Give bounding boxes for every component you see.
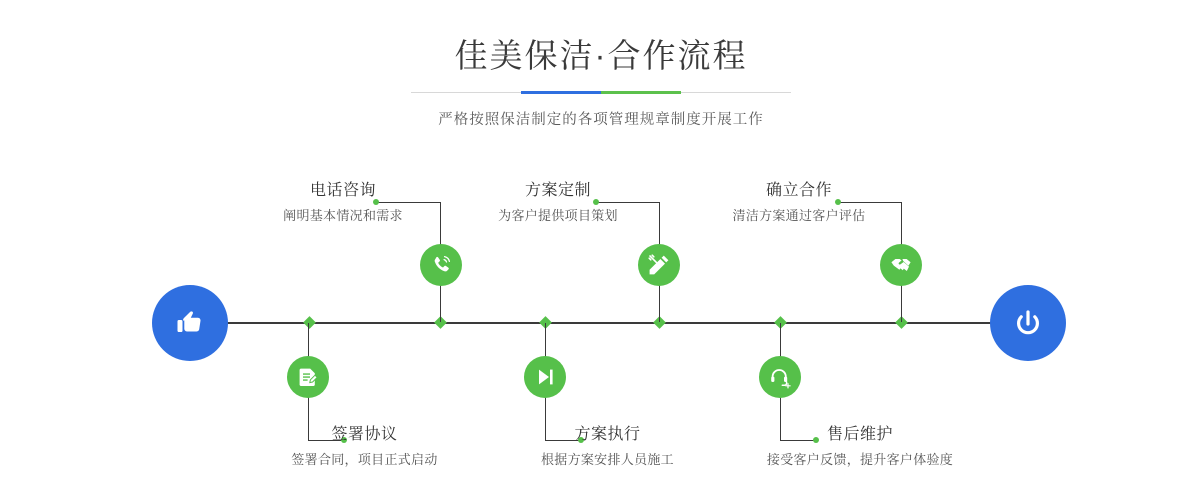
- step-title: 电话咨询: [309, 182, 376, 199]
- page-subtitle: 严格按照保洁制定的各项管理规章制度开展工作: [438, 112, 764, 128]
- step-title: 签署协议: [331, 426, 398, 443]
- step-node-2: [287, 356, 329, 398]
- axis-marker: [303, 316, 316, 329]
- step-label-4: [500, 424, 715, 470]
- document-edit-icon: [296, 365, 320, 389]
- phone-call-icon: [429, 253, 453, 277]
- headset-support-icon: [768, 365, 792, 389]
- timeline-start: [152, 285, 228, 361]
- thumbs-up-icon: [170, 303, 210, 343]
- process-timeline: [0, 160, 1202, 500]
- step-description: 清洁方案通过客户评估: [732, 208, 866, 223]
- step-node-4: [524, 356, 566, 398]
- step-label-3: [462, 180, 654, 226]
- step-label-1: [250, 180, 436, 226]
- pencil-ruler-icon: [647, 253, 671, 277]
- step-description: 签署合同，项目正式启动: [291, 452, 438, 467]
- step-title: 售后维护: [826, 426, 893, 443]
- step-title: 方案定制: [524, 182, 591, 199]
- step-node-6: [759, 356, 801, 398]
- step-title: 方案执行: [574, 426, 641, 443]
- step-description: 根据方案安排人员施工: [540, 452, 674, 467]
- handshake-icon: [889, 253, 913, 277]
- step-description: 接受客户反馈，提升客户体验度: [766, 452, 954, 467]
- divider-accent-blue: [521, 91, 601, 94]
- step-node-3: [638, 244, 680, 286]
- step-description: 阐明基本情况和需求: [283, 208, 403, 223]
- timeline-end: [990, 285, 1066, 361]
- step-label-5: [700, 180, 898, 226]
- step-label-2: [262, 424, 467, 470]
- step-description: 为客户提供项目策划: [498, 208, 618, 223]
- step-node-5: [880, 244, 922, 286]
- step-node-1: [420, 244, 462, 286]
- page-title: 佳美保洁·合作流程: [454, 37, 748, 74]
- divider-accent-green: [601, 91, 681, 94]
- page-header: [0, 34, 1202, 129]
- step-label-6: [715, 424, 1005, 470]
- play-forward-icon: [533, 365, 557, 389]
- power-icon: [1008, 303, 1048, 343]
- step-title: 确立合作: [765, 182, 832, 199]
- title-divider: [411, 91, 791, 94]
